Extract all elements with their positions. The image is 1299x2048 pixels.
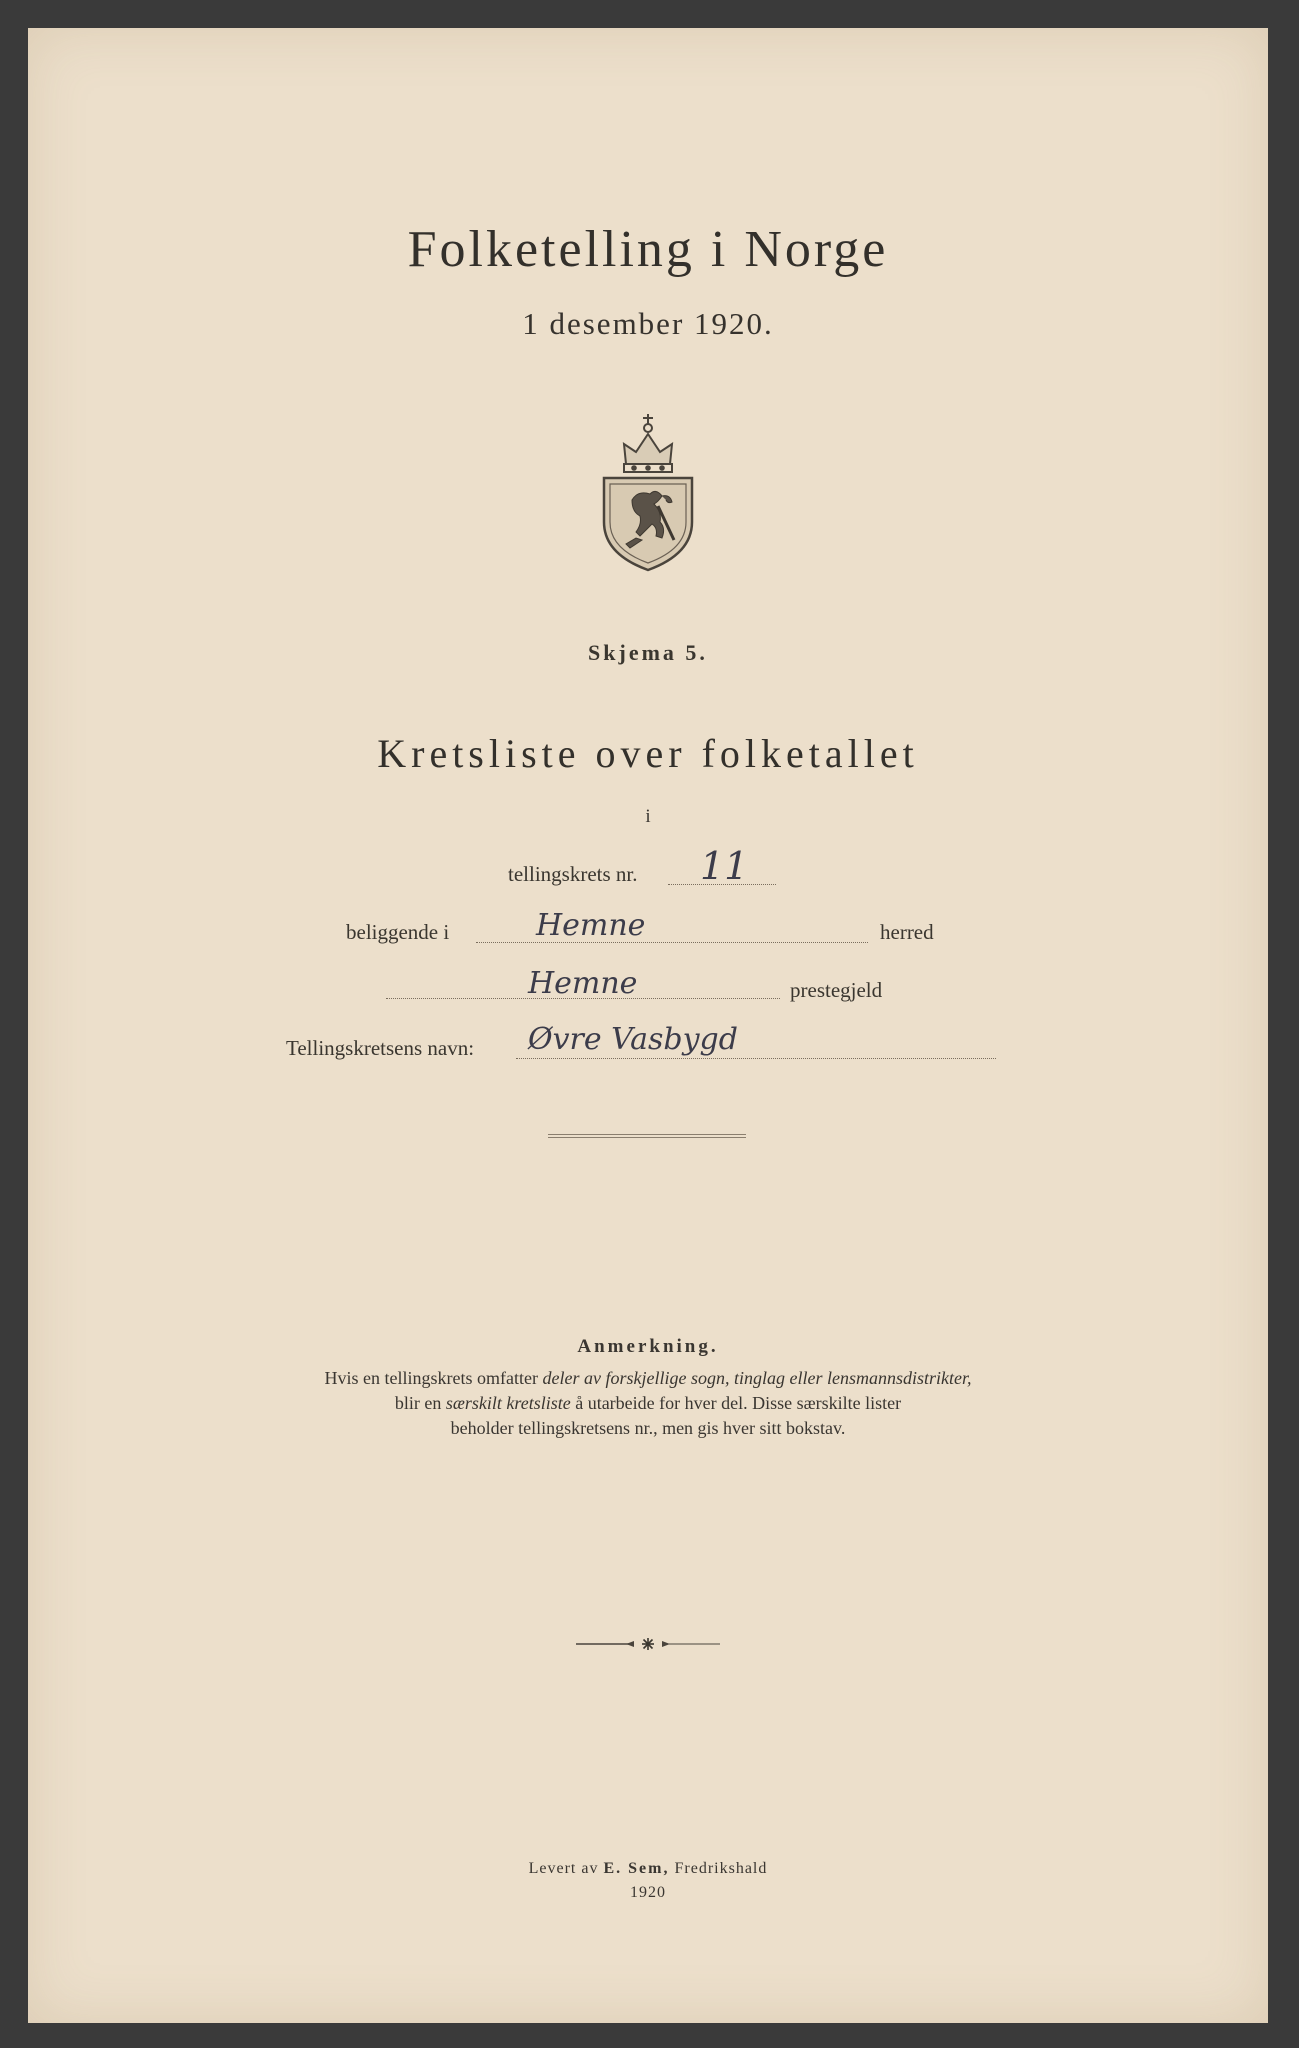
- separator-rule: [548, 1134, 746, 1138]
- navn-label: Tellingskretsens navn:: [286, 1036, 475, 1060]
- printer-credit: [28, 1860, 1268, 1878]
- remark-line1-b: deler av forskjellige sogn, tinglag eller lensmannsdistrikter,: [542, 1368, 972, 1388]
- remark-line3: beholder tellingskretsens nr., men gis hver sitt bokstav.: [450, 1418, 846, 1438]
- remark-line2-b: særskilt kretsliste: [445, 1393, 571, 1413]
- herred-line: [476, 942, 868, 943]
- tellingskrets-value: 11: [700, 844, 749, 888]
- form-heading: Kretsliste over folketallet: [377, 731, 919, 776]
- remark-text: [28, 1366, 1268, 1441]
- printer-prefix: Levert av: [528, 1860, 604, 1877]
- prestegjeld-label: prestegjeld: [790, 978, 883, 1002]
- form-title: Folketelling i Norge: [407, 221, 889, 278]
- herred-value: Hemne: [536, 908, 646, 943]
- coat-of-arms-icon: [596, 404, 700, 574]
- herred-label: herred: [880, 920, 934, 944]
- census-form-page: [28, 28, 1268, 2023]
- tellingskrets-label: tellingskrets nr.: [508, 862, 638, 886]
- printer-name: E. Sem,: [603, 1860, 670, 1877]
- prestegjeld-value: Hemne: [528, 966, 638, 1001]
- schema-number: Skjema 5.: [588, 640, 708, 665]
- navn-line: [516, 1058, 996, 1059]
- remark-line2-a: blir en: [394, 1393, 446, 1413]
- printer-year: 1920: [630, 1884, 666, 1901]
- navn-value: Øvre Vasbygd: [528, 1022, 738, 1057]
- ornament-divider-icon: [576, 1636, 720, 1652]
- remark-title: Anmerkning.: [577, 1336, 719, 1357]
- remark-line1-a: Hvis en tellingskrets omfatter: [324, 1368, 543, 1388]
- printer-place: Fredrikshald: [669, 1860, 768, 1877]
- form-date: 1 desember 1920.: [522, 306, 774, 341]
- connector-i: i: [645, 806, 651, 827]
- beliggende-label: beliggende i: [346, 920, 450, 944]
- remark-line2-c: å utarbeide for hver del. Disse særskilte lister: [570, 1393, 902, 1413]
